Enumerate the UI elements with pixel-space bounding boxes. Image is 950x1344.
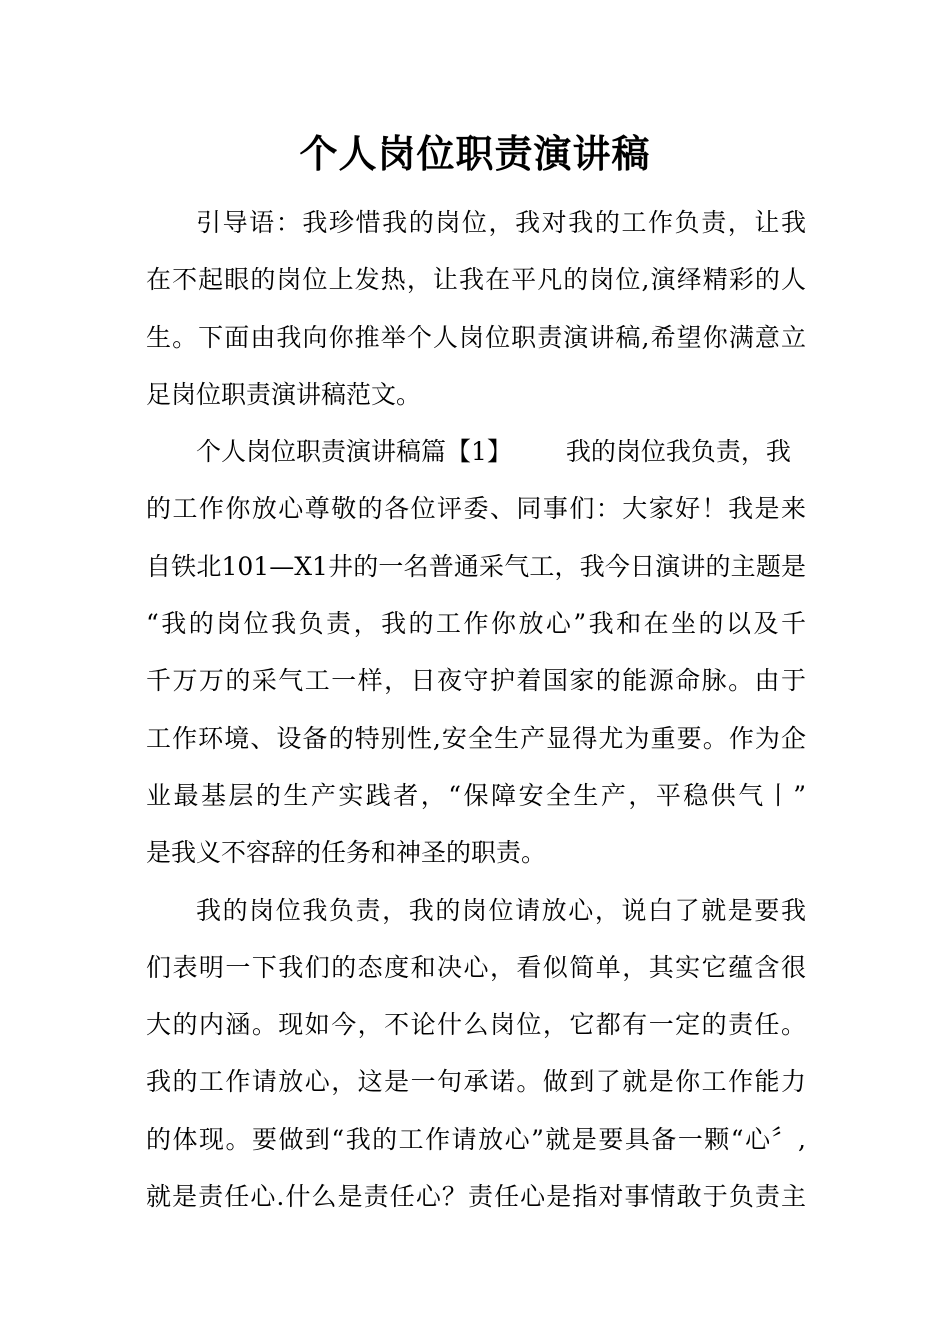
- text-line: 生。下面由我向你推举个人岗位职责演讲稿,希望你满意立: [146, 323, 806, 352]
- text-line: 大的内涵。现如今，不论什么岗位，它都有一定的责任。: [146, 1010, 806, 1039]
- text-line: 的工作你放心尊敬的各位评委、同事们：大家好！我是来: [146, 494, 806, 523]
- document-title: 个人岗位职责演讲稿: [299, 131, 651, 176]
- text-line: 千万万的采气工一样，日夜守护着国家的能源命脉。由于: [146, 666, 806, 695]
- text-line: 工作环境、设备的特别性,安全生产显得尤为重要。作为企: [146, 724, 806, 753]
- text-line: 是我义不容辞的任务和神圣的职责。: [146, 838, 547, 867]
- text-line: 业最基层的生产实践者，“保障安全生产，平稳供气丨”: [146, 781, 806, 810]
- section-heading: 个人岗位职责演讲稿篇【1】: [196, 437, 512, 466]
- text-line: 引导语：我珍惜我的岗位，我对我的工作负责，让我: [196, 208, 806, 237]
- text-line: 我的工作请放心，这是一句承诺。做到了就是你工作能力: [146, 1067, 806, 1096]
- text-line: 在不起眼的岗位上发热，让我在平凡的岗位,演绎精彩的人: [146, 265, 806, 294]
- text-line-segment: 我的岗位我负责，我: [565, 437, 791, 466]
- text-line: 的体现。要做到“我的工作请放心”就是要具备一颗“心〞,: [146, 1125, 806, 1154]
- text-line: “我的岗位我负责，我的工作你放心”我和在坐的以及千: [146, 609, 806, 638]
- text-line: 足岗位职责演讲稿范文。: [146, 380, 422, 409]
- section-heading-line: [196, 432, 806, 472]
- text-line: 们表明一下我们的态度和决心，看似简单，其实它蕴含很: [146, 953, 806, 982]
- text-line: 我的岗位我负责，我的岗位请放心，说白了就是要我: [196, 896, 806, 925]
- text-line: 就是责任心.什么是责任心？责任心是指对事情敢于负责主: [146, 1182, 806, 1211]
- text-line: 自铁北101—X1井的一名普通采气工，我今日演讲的主题是: [146, 552, 806, 581]
